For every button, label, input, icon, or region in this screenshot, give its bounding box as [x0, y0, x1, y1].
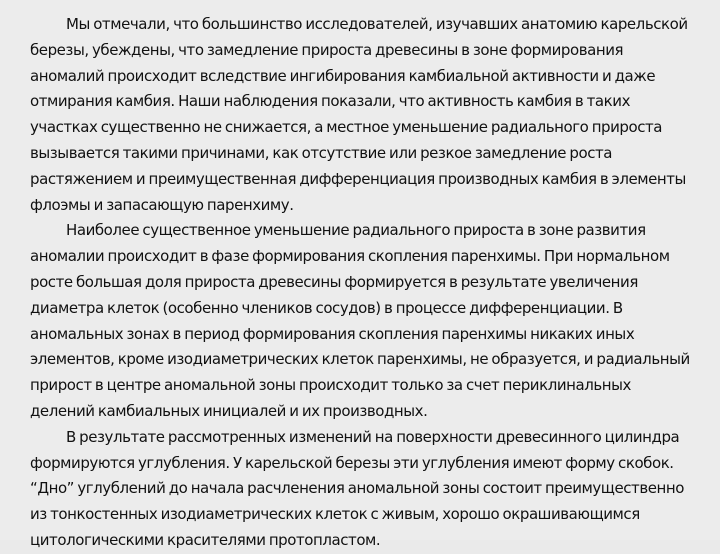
text-body: [30, 12, 692, 554]
paragraph-3: В результате рассмотренных изменений на поверхности древесинного цилиндра формируются углубления. У карельской березы эти углубления имеют форму скобок. “Дно” углублений до начала расчленения аномальной зоны состоит преимущественно из тонкостенных изодиаметрических клеток с живым, хорошо окрашивающимся цитологическими красителями протопластом.: [30, 427, 684, 549]
paragraph-2: Наиболее существенное уменьшение радиального прироста в зоне развития аномалии происходит в фазе формирования скопления паренхимы. При нормальном росте большая доля прироста древесины формируется в результате увеличения диаметра клеток (особенно члеников сосудов) в процессе дифференциации. В аномальных зонах в период формирования скопления паренхимы никаких иных элементов, кроме изодиаметрических клеток паренхимы, не образуется, и радиальный прирост в центре аномальной зоны происходит только за счет периклинальных делений камбиальных инициалей и их производных.: [30, 221, 690, 420]
paragraph-1: Мы отмечали, что большинство исследователей, изучавших анатомию карельской березы, убеждены, что замедление прироста древесины в зоне формирования аномалий происходит вследствие ингибирования камбиальной активности и даже отмирания камбия. Наши наблюдения показали, что активность камбия в таких участках существенно не снижается, а местное уменьшение радиального прироста вызывается такими причинами, как отсутствие или резкое замедление роста растяжением и преимущественная дифференциация производных камбия в элементы флоэмы и запасающую паренхиму.: [30, 15, 688, 214]
